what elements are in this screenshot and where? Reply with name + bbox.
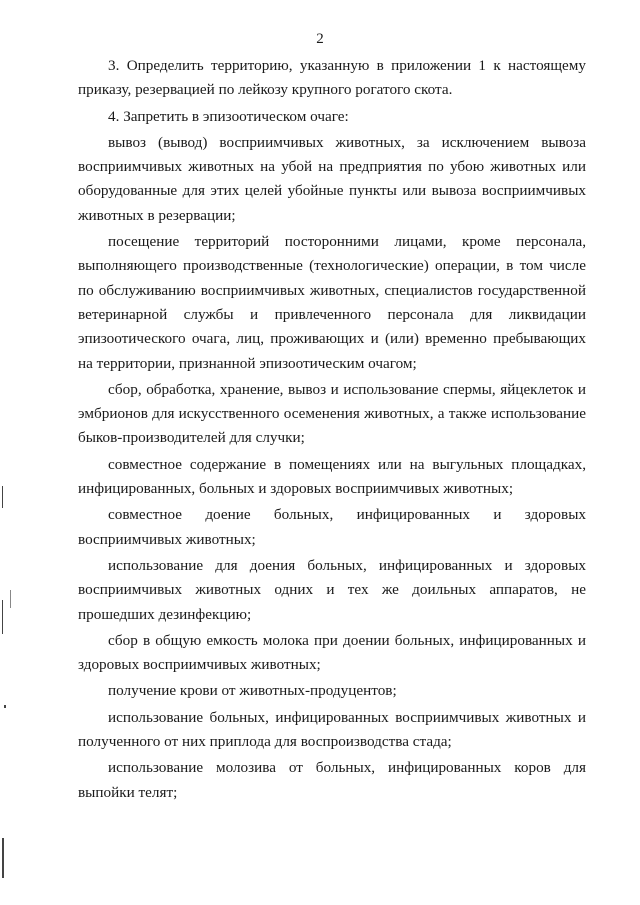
- paragraph-item-3: 3. Определить территорию, указанную в приложении 1 к настоящему приказу, резервацией по лейкозу крупного рогатого скота.: [78, 57, 586, 99]
- paragraph-ban-reproduction: использование больных, инфицированных восприимчивых животных и полученного от них приплода для воспроизводства стада;: [78, 708, 586, 751]
- document-body: [78, 54, 586, 807]
- paragraph-ban-semen: сбор, обработка, хранение, вывоз и использование спермы, яйцеклеток и эмбрионов для искусственного осеменения животных, а также использование быков-производителей для случки;: [78, 380, 586, 447]
- paragraph-ban-shared-apparatus: использование для доения больных, инфицированных и здоровых восприимчивых животных одних и тех же доильных аппаратов, не прошедших дезинфекцию;: [78, 556, 586, 623]
- paragraph-ban-milk-collection: сбор в общую емкость молока при доении больных, инфицированных и здоровых восприимчивых животных;: [78, 631, 586, 674]
- paragraph-ban-joint-milking: совместное доение больных, инфицированных и здоровых восприимчивых животных;: [78, 506, 586, 548]
- scan-artifact: [4, 705, 6, 708]
- scan-artifact: [2, 838, 4, 878]
- paragraph-ban-joint-keeping: совместное содержание в помещениях или на выгульных площадках, инфицированных, больных и здоровых восприимчивых животных;: [78, 455, 586, 498]
- scan-artifact: [10, 590, 11, 608]
- paragraph-ban-colostrum: использование молозива от больных, инфицированных коров для выпойки телят;: [78, 759, 586, 801]
- paragraph-item-4: 4. Запретить в эпизоотическом очаге:: [108, 107, 349, 125]
- paragraph-ban-visits: посещение территорий посторонними лицами, кроме персонала, выполняющего производственные (технологические) операции, в том числе по обслуживанию восприимчивых животных, специалистов государственной ветеринарной службы и привлеченного персонала для ликвидации эпизоотического очага, лиц, проживающих и (или) временно пребывающих на территории, признанной эпизоотическим очагом;: [78, 233, 586, 372]
- scan-artifact: [2, 600, 3, 634]
- paragraph-ban-export: вывоз (вывод) восприимчивых животных, за исключением вывоза восприимчивых животных на убой на предприятия по убою животных или оборудованные для этих целей убойные пункты или вывоза восприимчивых животных в резервации;: [78, 133, 586, 224]
- scan-artifact: [2, 486, 3, 508]
- page-number: 2: [316, 31, 324, 47]
- paragraph-ban-blood: получение крови от животных-продуцентов;: [108, 682, 397, 700]
